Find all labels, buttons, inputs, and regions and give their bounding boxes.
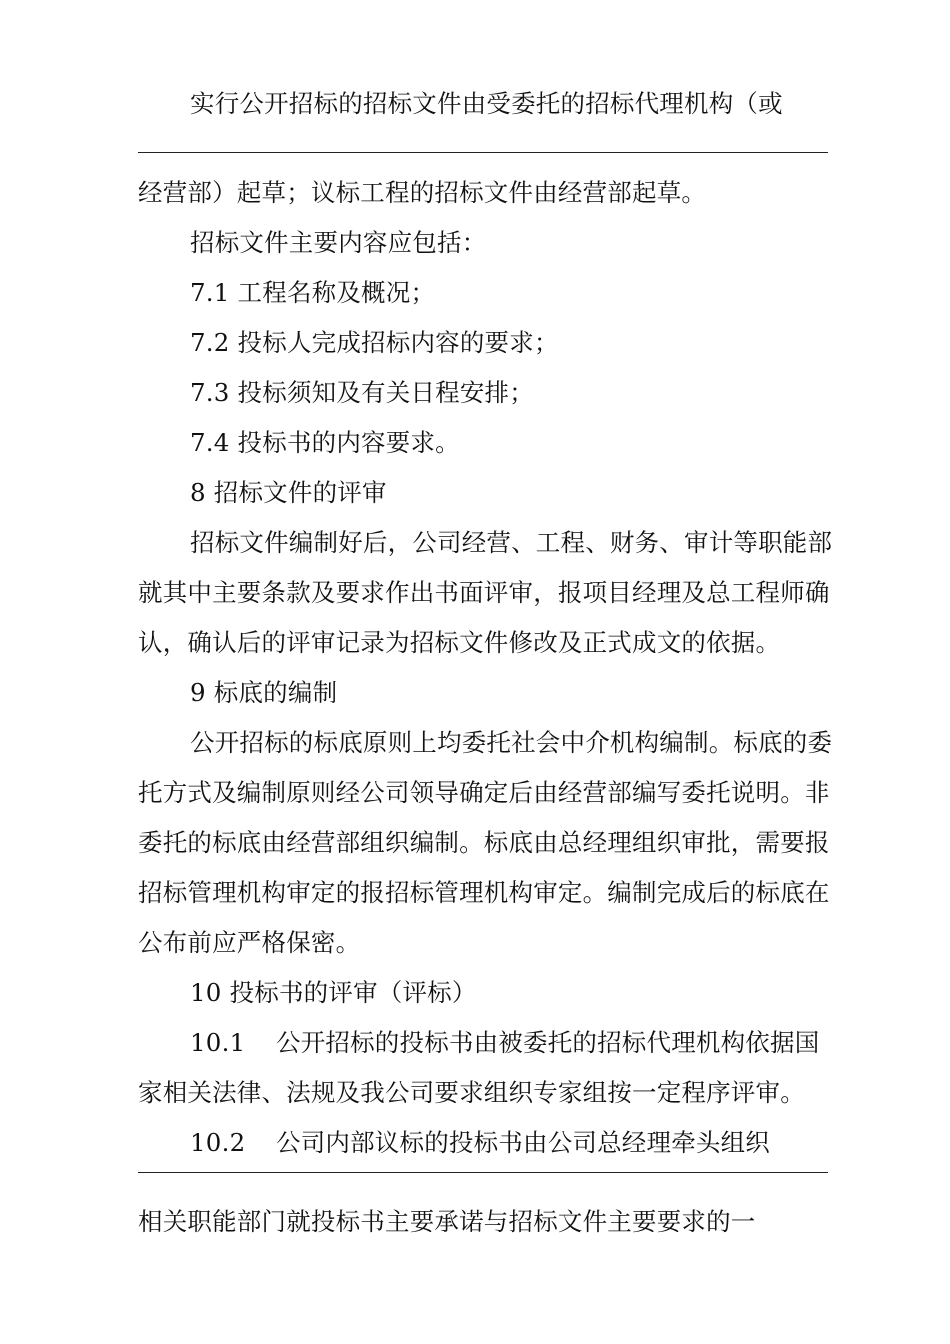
- section-heading: 8 招标文件的评审: [190, 478, 387, 507]
- paragraph-line: 就其中主要条款及要求作出书面评审，报项目经理及总工程师确: [138, 578, 830, 607]
- clause-number: 10.1: [190, 1028, 246, 1057]
- clause-text: 公开招标的投标书由被委托的招标代理机构依据国: [276, 1028, 820, 1057]
- paragraph-line: 家相关法律、法规及我公司要求组织专家组按一定程序评审。: [138, 1078, 805, 1107]
- paragraph-line: 公开招标的标底原则上均委托社会中介机构编制。标底的委: [190, 728, 833, 757]
- numbered-paragraph: [190, 1028, 819, 1058]
- list-item: 7.1 工程名称及概况；: [190, 278, 436, 307]
- paragraph-line: 公布前应严格保密。: [138, 928, 361, 957]
- paragraph-line: 认，确认后的评审记录为招标文件修改及正式成文的依据。: [138, 628, 781, 657]
- paragraph-line: 相关职能部门就投标书主要承诺与招标文件主要要求的一: [138, 1207, 756, 1236]
- paragraph-line: 招标文件主要内容应包括：: [190, 228, 487, 257]
- paragraph-line: 托方式及编制原则经公司领导确定后由经营部编写委托说明。非: [138, 778, 830, 807]
- paragraph-line: 委托的标底由经营部组织编制。标底由总经理组织审批，需要报: [138, 828, 830, 857]
- clause-text: 公司内部议标的投标书由公司总经理牵头组织: [276, 1128, 770, 1157]
- section-heading: 9 标底的编制: [190, 678, 338, 707]
- paragraph-line: 招标管理机构审定的报招标管理机构审定。编制完成后的标底在: [138, 878, 830, 907]
- list-item: 7.3 投标须知及有关日程安排；: [190, 378, 534, 407]
- section-heading: 10 投标书的评审（评标）: [190, 978, 477, 1007]
- list-item: 7.2 投标人完成招标内容的要求；: [190, 328, 559, 357]
- list-item: 7.4 投标书的内容要求。: [190, 428, 460, 457]
- numbered-paragraph: [190, 1128, 770, 1158]
- paragraph-line: 实行公开招标的招标文件由受委托的招标代理机构（或: [190, 89, 783, 118]
- clause-number: 10.2: [190, 1128, 246, 1157]
- horizontal-rule: [138, 1172, 828, 1173]
- paragraph-line: 招标文件编制好后，公司经营、工程、财务、审计等职能部: [190, 528, 833, 557]
- paragraph-line: 经营部）起草；议标工程的招标文件由经营部起草。: [138, 178, 707, 207]
- horizontal-rule: [138, 152, 828, 153]
